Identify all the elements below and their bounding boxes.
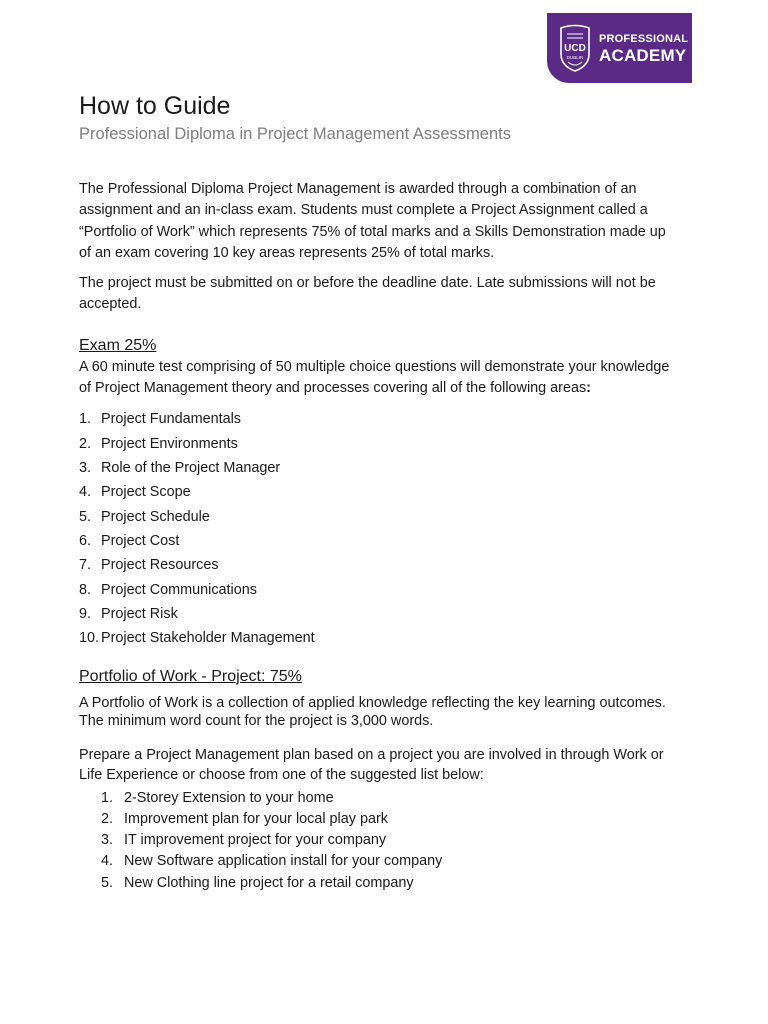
list-item-label: Project Fundamentals: [101, 411, 241, 428]
list-item: [79, 456, 679, 480]
intro-paragraph-1: The Professional Diploma Project Management is awarded through a combination of an assignment and an in-class exam. Students must complete a Project Assignment called a “Portfolio of Work” which represents 75% of total marks and a Skills Demonstration made up of an exam covering 10 key areas represents 25% of total marks.: [79, 181, 666, 261]
list-item-number: 5.: [101, 874, 114, 891]
exam-areas-list: [79, 407, 679, 650]
logo-line1: PROFESSIONAL: [599, 33, 689, 45]
crest-subtext: DUBLIN: [566, 55, 584, 60]
document-body: [79, 90, 679, 894]
list-item: [101, 873, 679, 894]
suggested-projects-list: [79, 788, 679, 894]
list-item-label: IT improvement project for your company: [124, 832, 387, 849]
list-item-label: Role of the Project Manager: [101, 460, 281, 477]
portfolio-heading: Portfolio of Work - Project: 75%: [79, 667, 302, 685]
list-item-number: 1.: [79, 411, 92, 428]
list-item-label: Project Schedule: [101, 508, 210, 525]
list-item-label: 2-Storey Extension to your home: [124, 789, 334, 806]
list-item-number: 9.: [79, 606, 92, 623]
logo-line2: ACADEMY: [599, 46, 687, 65]
list-item: [79, 480, 679, 504]
list-item-label: Project Stakeholder Management: [101, 630, 315, 647]
page-subtitle: Professional Diploma in Project Management Assessments: [79, 125, 511, 143]
list-item-number: 10.: [79, 630, 100, 647]
list-item-label: Improvement plan for your local play park: [124, 811, 388, 828]
list-item: [79, 602, 679, 626]
exam-heading: Exam 25%: [79, 336, 157, 354]
list-item-label: Project Risk: [101, 606, 178, 623]
portfolio-instructions: Prepare a Project Management plan based on a project you are involved in through Work or Life Experience or choose from one of the suggested list below:: [79, 746, 664, 783]
list-item-label: Project Cost: [101, 533, 180, 550]
list-item: [79, 529, 679, 553]
list-item: [101, 851, 679, 872]
list-item-label: New Software application install for your company: [124, 853, 443, 870]
list-item-label: Project Communications: [101, 581, 257, 598]
page-title: How to Guide: [79, 92, 231, 120]
list-item-number: 2.: [79, 435, 92, 452]
list-item-number: 2.: [101, 811, 114, 828]
portfolio-description: A Portfolio of Work is a collection of applied knowledge reflecting the key learning outcomes. The minimum word count for the project is 3,000 words.: [79, 694, 666, 730]
list-item-number: 8.: [79, 581, 92, 598]
list-item-number: 4.: [79, 484, 92, 501]
list-item-number: 6.: [79, 533, 92, 550]
list-item-number: 1.: [101, 789, 114, 806]
list-item-label: New Clothing line project for a retail company: [124, 874, 414, 891]
exam-description: [79, 357, 679, 400]
exam-description-text: A 60 minute test comprising of 50 multiple choice questions will demonstrate your knowledge of Project Management theory and processes covering all of the following areas: [79, 358, 670, 397]
ucd-professional-academy-logo: [547, 13, 692, 83]
list-item: [101, 788, 679, 809]
list-item-label: Project Scope: [101, 484, 191, 501]
list-item: [79, 578, 679, 602]
list-item-label: Project Resources: [101, 557, 219, 574]
list-item: [101, 830, 679, 851]
intro-paragraph-2: The project must be submitted on or before the deadline date. Late submissions will not be accepted.: [79, 275, 656, 313]
list-item-number: 5.: [79, 508, 92, 525]
crest-text: UCD: [564, 43, 586, 54]
list-item: [79, 553, 679, 577]
ucd-crest-icon: [559, 24, 591, 72]
exam-description-colon: :: [586, 380, 591, 397]
list-item: [79, 407, 679, 431]
list-item: [79, 626, 679, 650]
list-item-number: 4.: [101, 853, 114, 870]
list-item-label: Project Environments: [101, 435, 238, 452]
list-item-number: 3.: [79, 460, 92, 477]
list-item-number: 3.: [101, 832, 114, 849]
list-item-number: 7.: [79, 557, 92, 574]
list-item: [101, 809, 679, 830]
list-item: [79, 505, 679, 529]
list-item: [79, 432, 679, 456]
